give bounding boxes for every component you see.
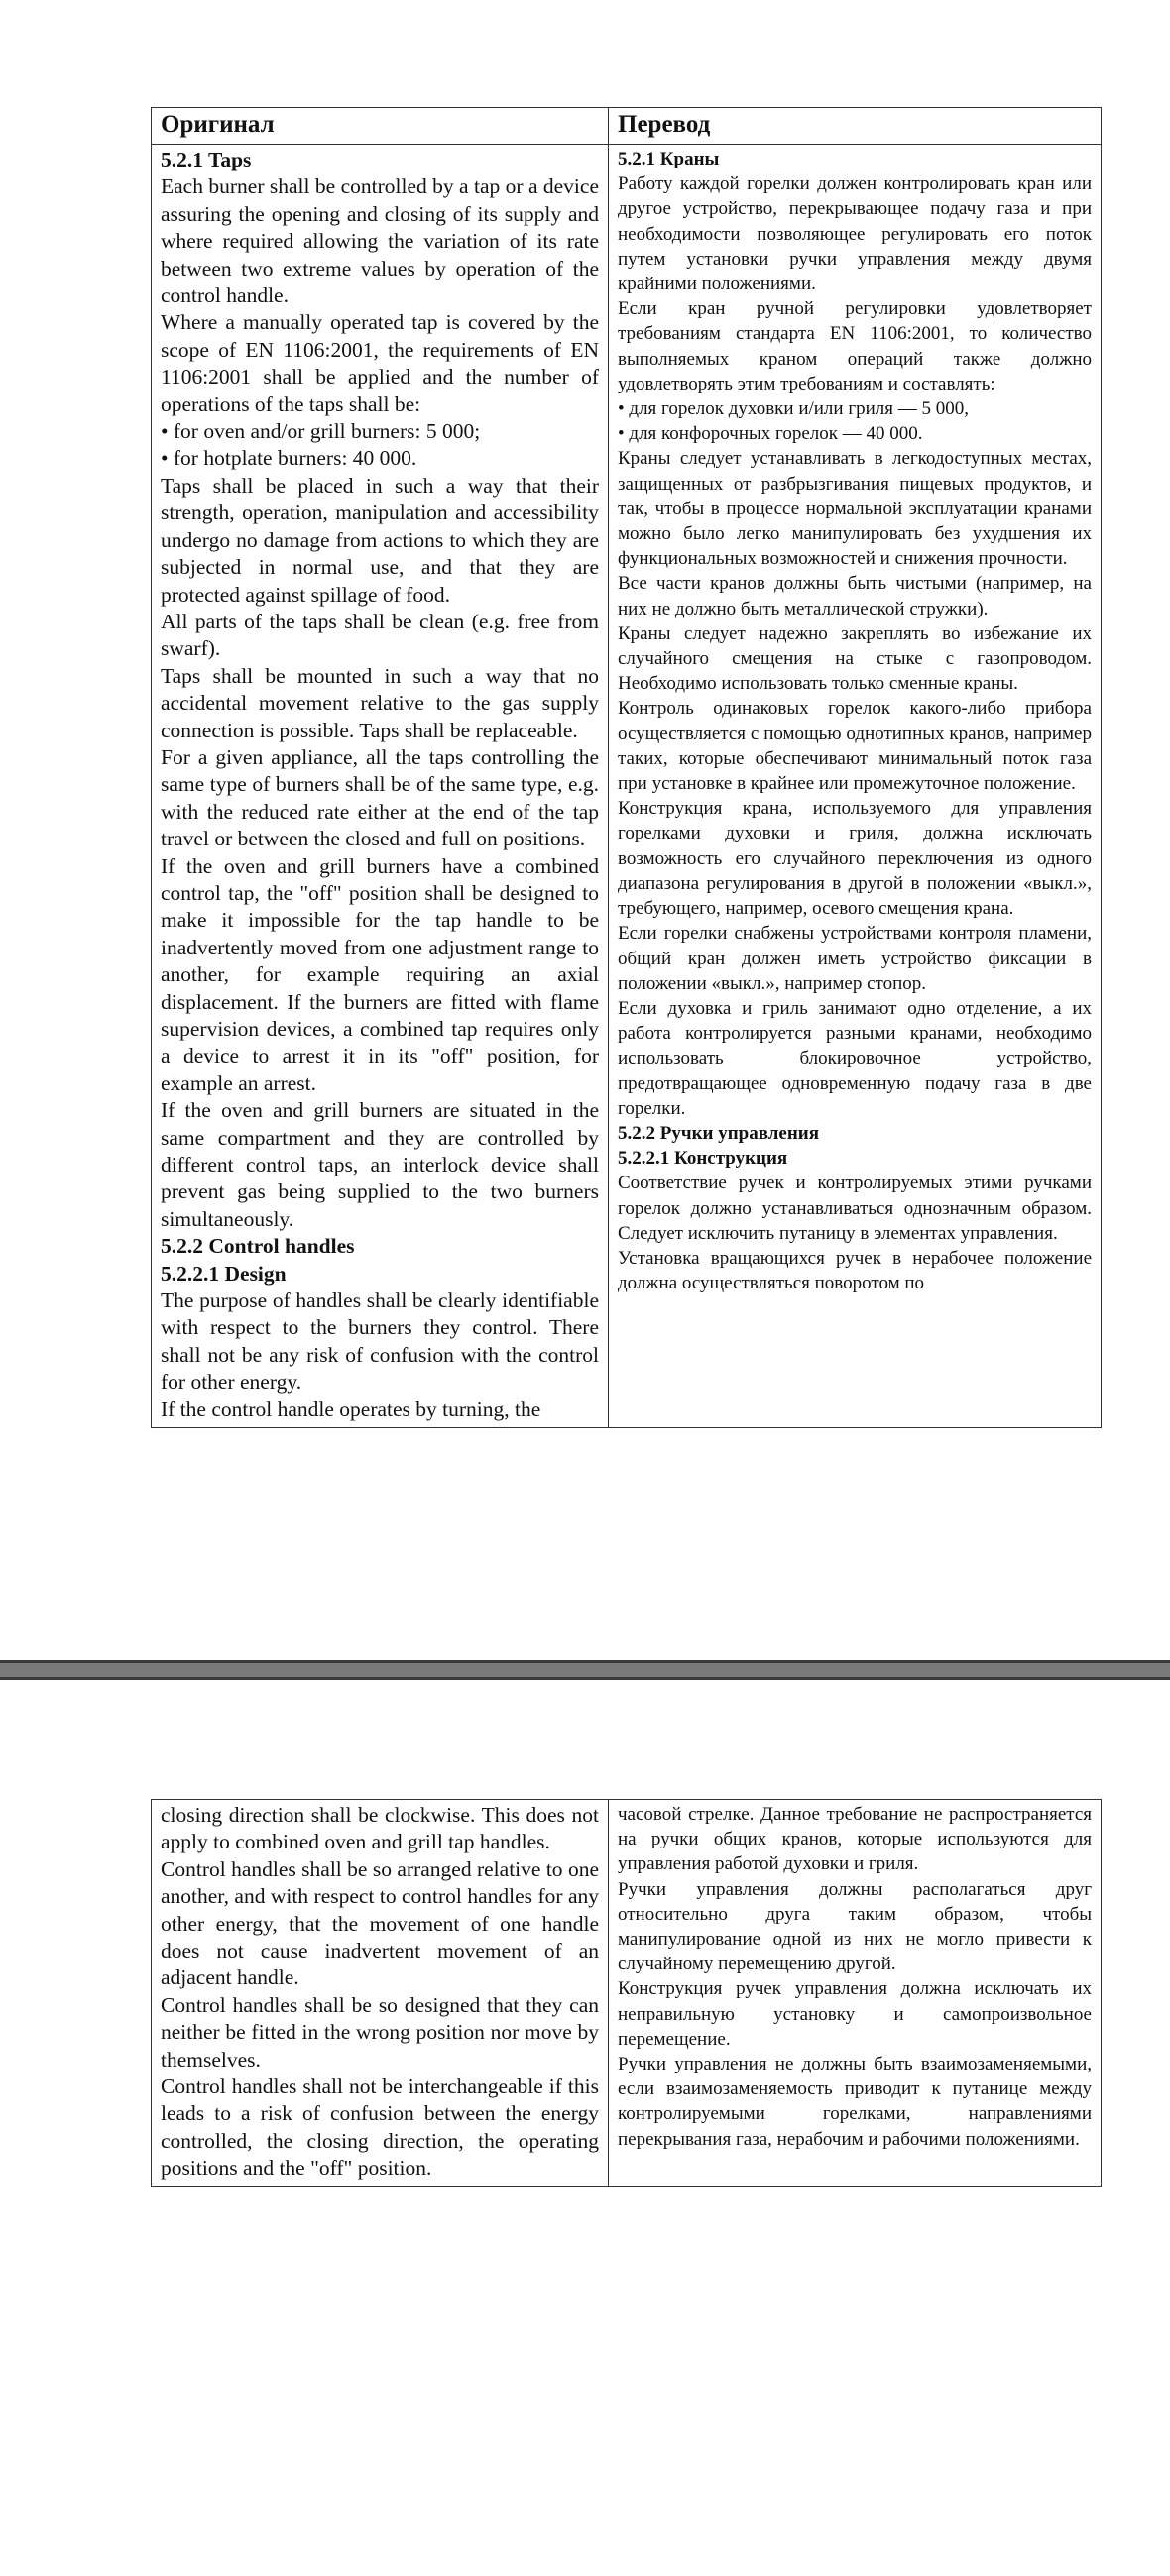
paragraph: Конструкция ручек управления должна исключать их неправильную установку и самопроизвольное перемещение. [618,1978,1092,2050]
paragraph: Если горелки снабжены устройствами контроля пламени, общий кран должен иметь устройство фиксации в положении «выкл.», например стопор. [618,923,1092,994]
section-heading: 5.2.2 Control handles [161,1234,355,1259]
paragraph: All parts of the taps shall be clean (e.g. free from swarf). [161,609,599,661]
section-heading: 5.2.2.1 Конструкция [618,1148,788,1170]
paragraph: Ручки управления не должны быть взаимозаменяемыми, если взаимозаменяемость приводит к путанице между контролируемыми горелками, направлениями перекрывания газа, нерабочим и рабочими положениями. [618,2054,1092,2150]
paragraph: Все части кранов должны быть чистыми (например, на них не должно быть металлической стружки). [618,573,1092,619]
section-heading: 5.2.1 Краны [618,149,720,169]
translation-table-page-1 [151,107,1102,1428]
document-page-2 [0,1680,1170,2576]
paragraph: The purpose of handles shall be clearly identifiable with respect to the burners they control. There shall not be any risk of confusion with the control for other energy. [161,1288,599,1395]
bullet-item: • для горелок духовки и/или гриля — 5 000, [618,398,970,420]
table-row [152,145,1102,1428]
translation-text-cell [609,1800,1102,2187]
page-separator [0,1660,1170,1680]
table-row [152,1800,1102,2187]
paragraph: Контроль одинаковых горелок какого-либо прибора осуществляется с помощью однотипных кранов, например таких, которые обеспечивают минимальный поток газа при установке в крайнее или промежуточное положение. [618,698,1092,795]
paragraph: Taps shall be placed in such a way that their strength, operation, manipulation and accessibility undergo no damage from actions to which they are subjected in normal use, and that they are protected against spillage of food. [161,473,599,607]
paragraph: Работу каждой горелки должен контролировать кран или другое устройство, перекрывающее подачу газа и при необходимости позволяющее регулировать его поток путем установки ручки управления между двумя крайними положениями. [618,173,1092,295]
paragraph: closing direction shall be clockwise. This does not apply to combined oven and grill tap handles. [161,1803,599,1854]
paragraph: Control handles shall not be interchangeable if this leads to a risk of confusion between the energy controlled, the closing direction, the operating positions and the "off" position. [161,2074,599,2181]
paragraph: Control handles shall be so designed that they can neither be fitted in the wrong position nor move by themselves. [161,1992,599,2072]
translation-text-cell [609,145,1102,1428]
paragraph: Краны следует устанавливать в легкодоступных местах, защищенных от разбрызгивания пищевых продуктов, и так, чтобы в процессе нормальной эксплуатации кранами можно было легко манипулировать без ухудшения их функциональных возможностей и снижения прочности. [618,448,1092,570]
original-text-cell [152,1800,609,2187]
paragraph: Соответствие ручек и контролируемых этими ручками горелок должно устанавливаться однозначным образом. Следует исключить путаницу в элементах управления. [618,1173,1092,1244]
paragraph: Конструкция крана, используемого для управления горелками духовки и гриля, должна исключать возможность его случайного переключения из одного диапазона регулирования в другой в положении «выкл.», требующего, например, осевого смещения крана. [618,798,1092,920]
paragraph: If the oven and grill burners are situated in the same compartment and they are controlled by different control taps, an interlock device shall prevent gas being supplied to the two burners simultaneously. [161,1098,599,1231]
column-header-original: Оригинал [152,108,609,145]
section-heading: 5.2.2.1 Design [161,1261,287,1286]
section-heading: 5.2.2 Ручки управления [618,1122,820,1144]
paragraph: For a given appliance, all the taps controlling the same type of burners shall be of the same type, e.g. with the reduced rate either at the end of the tap travel or between the closed and full on positions. [161,744,599,851]
paragraph: Control handles shall be so arranged relative to one another, and with respect to control handles for any other energy, that the movement of one handle does not cause inadvertent movement of an adjacent handle. [161,1856,599,1990]
bullet-item: • for oven and/or grill burners: 5 000; [161,419,481,444]
paragraph: If the control handle operates by turning, the [161,1397,541,1421]
column-header-translation: Перевод [609,108,1102,145]
paragraph: Where a manually operated tap is covered by the scope of EN 1106:2001, the requirements of EN 1106:2001 shall be applied and the number of operations of the taps shall be: [161,310,599,416]
paragraph: Taps shall be mounted in such a way that no accidental movement relative to the gas supply connection is possible. Taps shall be replaceable. [161,663,599,742]
paragraph: If the oven and grill burners have a combined control tap, the "off" position shall be designed to make it impossible for the tap handle to be inadvertently moved from one adjustment range to another, for example requiring an axial displacement. If the burners are fitted with flame supervision devices, a combined tap requires only a device to arrest it in its "off" position, for example an arrest. [161,853,599,1095]
paragraph: Each burner shall be controlled by a tap or a device assuring the opening and closing of its supply and where required allowing the variation of its rate between two extreme values by operation of the control handle. [161,174,599,308]
paragraph: Если кран ручной регулировки удовлетворяет требованиям стандарта EN 1106:2001, то количество выполняемых краном операций также должно удовлетворять этим требованиям и составлять: [618,298,1092,394]
paragraph: Ручки управления должны располагаться друг относительно друга таким образом, чтобы манипулирование одной из них не могло привести к случайному перемещению другой. [618,1878,1092,1975]
bullet-item: • for hotplate burners: 40 000. [161,446,417,471]
section-heading: 5.2.1 Taps [161,148,252,171]
original-text-cell [152,145,609,1428]
translation-table-page-2 [151,1799,1102,2187]
table-header-row [152,108,1102,145]
bullet-item: • для конфорочных горелок — 40 000. [618,423,923,445]
paragraph: Установка вращающихся ручек в нерабочее положение должна осуществляться поворотом по [618,1247,1092,1294]
paragraph: часовой стрелке. Данное требование не распространяется на ручки общих кранов, которые используются для управления работой духовки и гриля. [618,1804,1092,1875]
paragraph: Краны следует надежно закреплять во избежание их случайного смещения на стыке с газопроводом. Необходимо использовать только сменные краны. [618,622,1092,695]
paragraph: Если духовка и гриль занимают одно отделение, а их работа контролируется разными кранами, необходимо использовать блокировочное устройство, предотвращающее одновременную подачу газа в две горелки. [618,997,1092,1119]
